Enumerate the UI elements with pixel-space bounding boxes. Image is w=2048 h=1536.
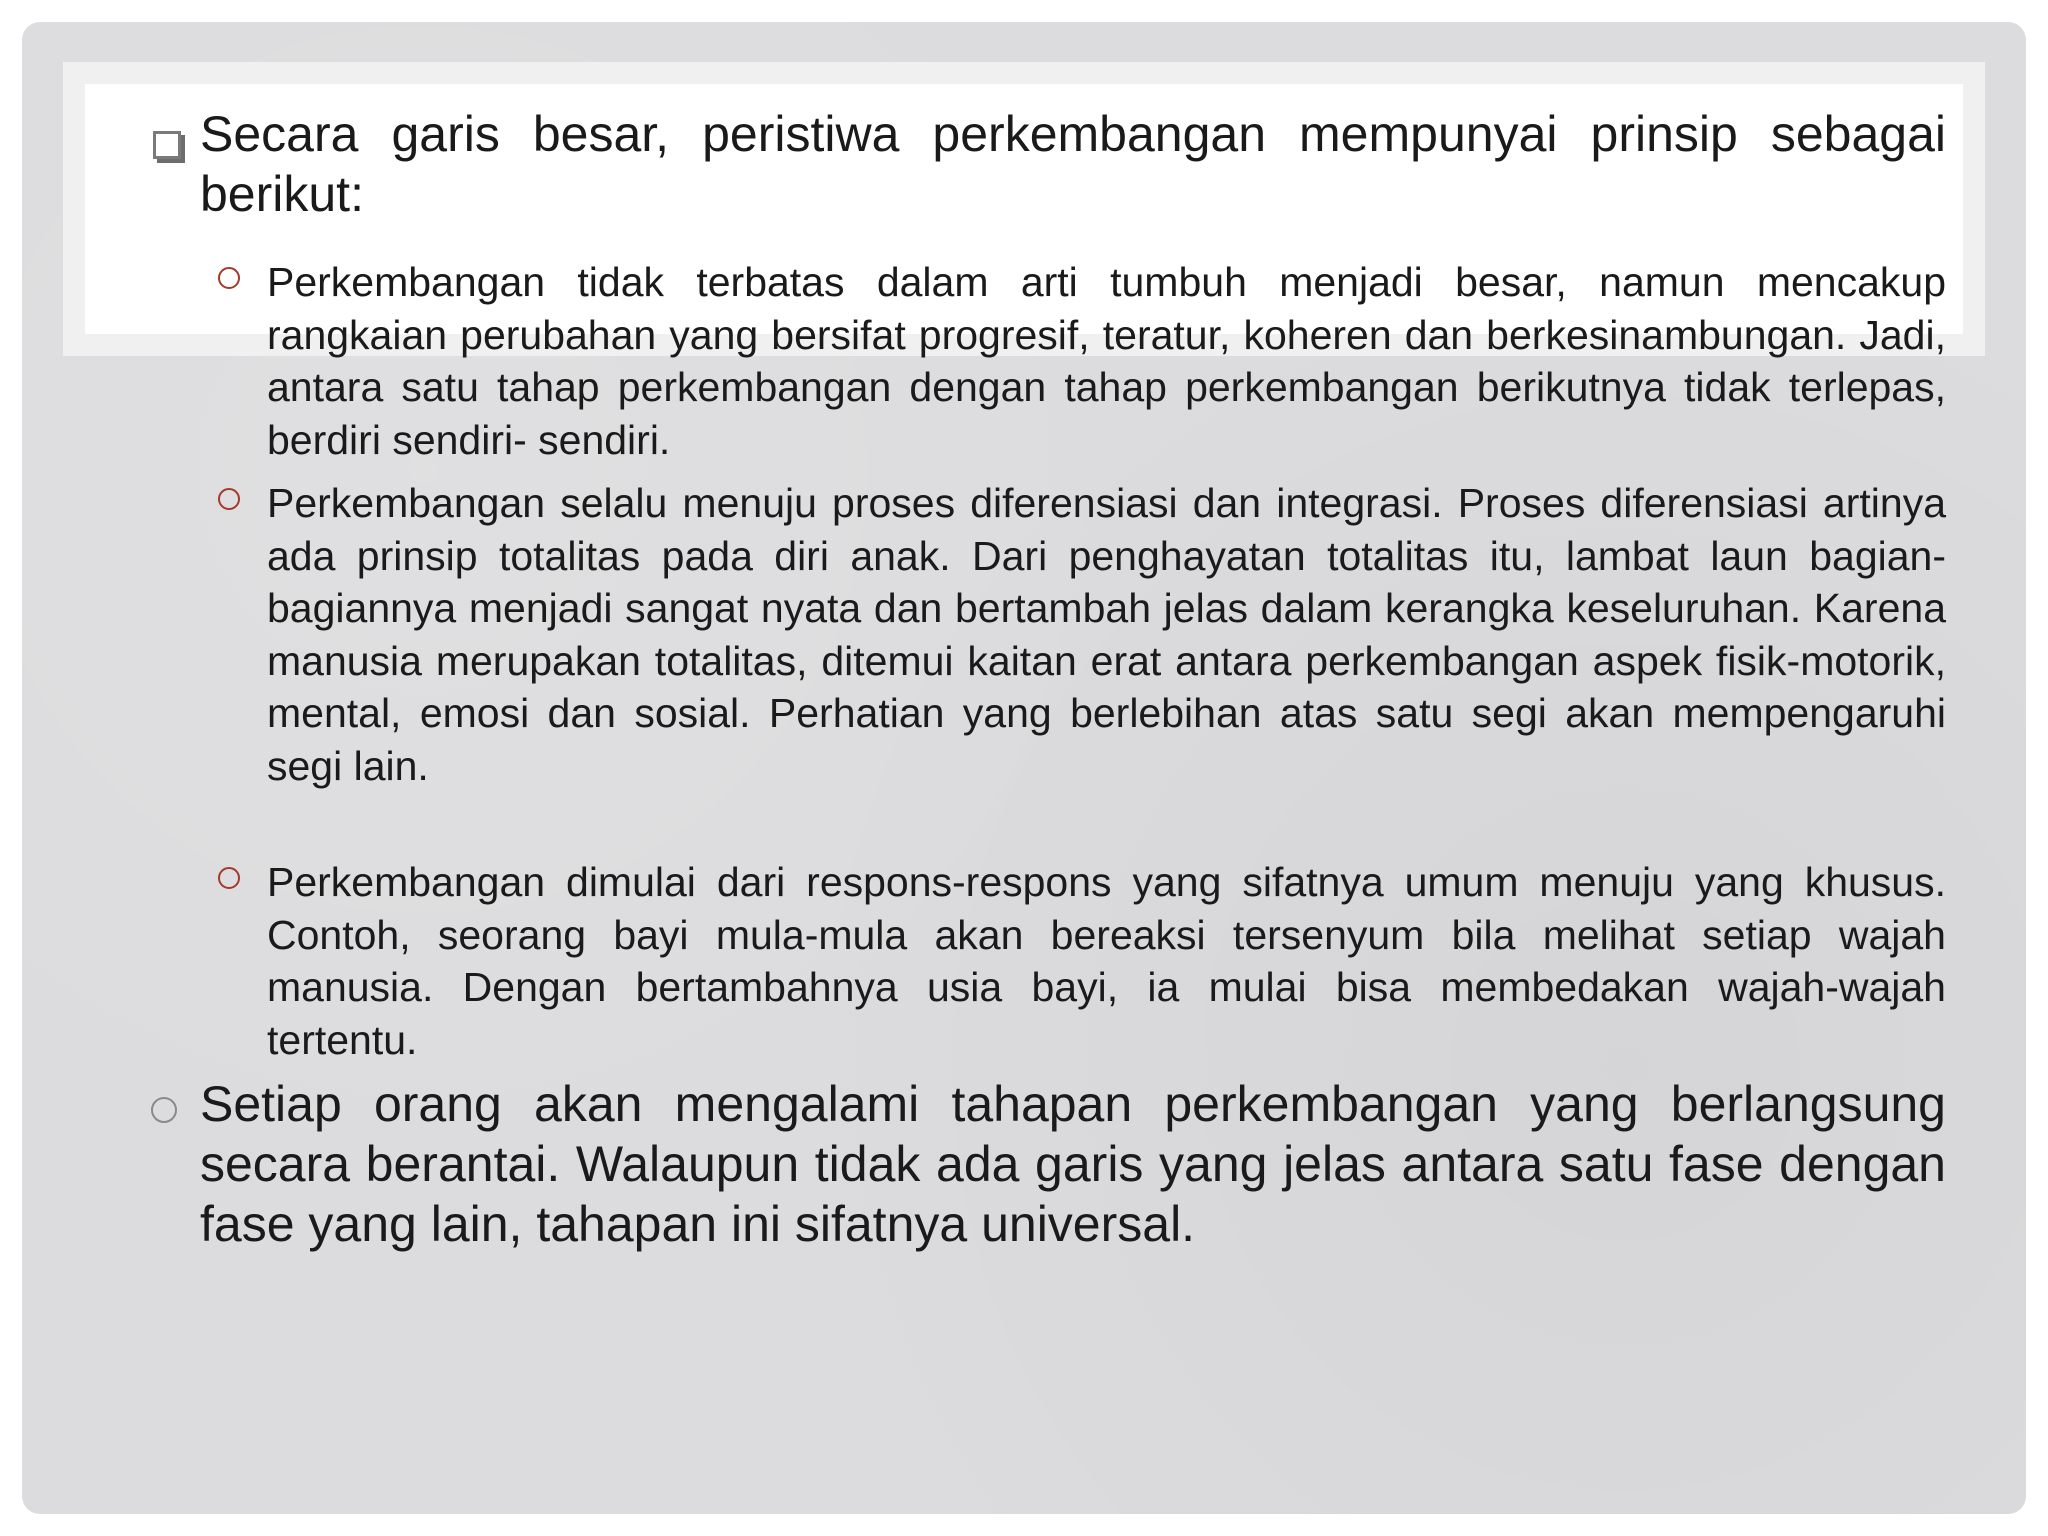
intro-text: Secara garis besar, peristiwa perkembangan mempunyai prinsip sebagai berikut:	[200, 106, 1946, 222]
sub-point-1: Perkembangan tidak terbatas dalam arti tumbuh menjadi besar, namun mencakup rangkaian perubahan yang bersifat progresif, teratur, koheren dan berkesinambungan. Jadi, antara satu tahap perkembangan dengan tahap perkembangan berikutnya tidak terlepas, berdiri sendiri- sendiri.	[267, 259, 1946, 463]
hollow-circle-bullet-icon	[218, 267, 240, 289]
closing-text: Setiap orang akan mengalami tahapan perkembangan yang berlangsung secara berantai. Walaupun tidak ada garis yang jelas antara satu fase dengan fase yang lain, tahapan ini sifatnya universal.	[200, 1076, 1946, 1252]
slide-content	[22, 22, 2026, 1514]
sub-point-3: Perkembangan dimulai dari respons-respons yang sifatnya umum menuju yang khusus. Contoh, seorang bayi mula-mula akan bereaksi tersenyum bila melihat setiap wajah manusia. Dengan bertambahnya usia bayi, ia mulai bisa membedakan wajah-wajah tertentu.	[267, 859, 1946, 1063]
hollow-circle-bullet-icon	[218, 488, 240, 510]
slide	[22, 22, 2026, 1514]
hollow-circle-bullet-icon	[218, 867, 240, 889]
sub-point-2: Perkembangan selalu menuju proses diferensiasi dan integrasi. Proses diferensiasi artinya ada prinsip totalitas pada diri anak. Dari penghayatan totalitas itu, lambat laun bagian-bagiannya menjadi sangat nyata dan bertambah jelas dalam kerangka keseluruhan. Karena manusia merupakan totalitas, ditemui kaitan erat antara perkembangan aspek fisik-motorik, mental, emosi dan sosial. Perhatian yang berlebihan atas satu segi akan mempengaruhi segi lain.	[267, 480, 1946, 789]
hollow-circle-bullet-icon	[151, 1097, 177, 1123]
square-checkbox-bullet-icon	[153, 131, 181, 159]
